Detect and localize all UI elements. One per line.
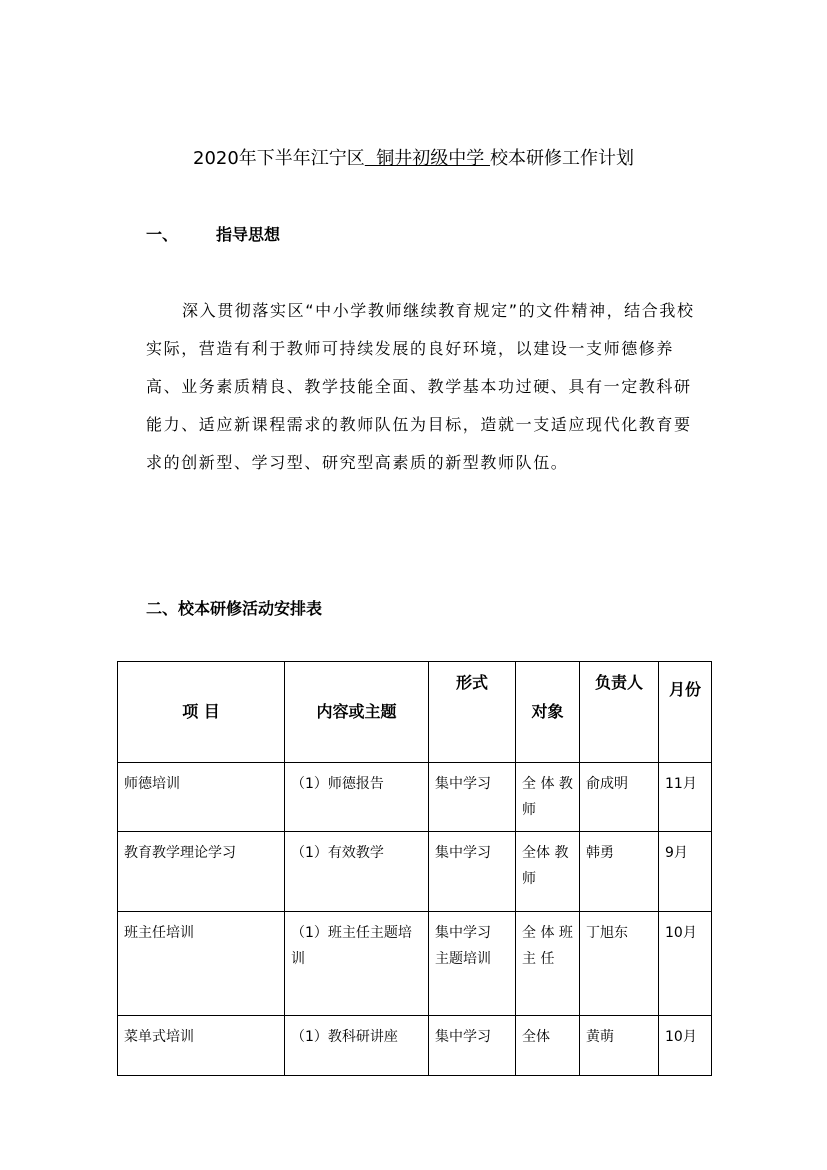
table-row (118, 832, 712, 912)
header-cell: 项 目 (118, 662, 285, 763)
header-cell: 对象 (516, 662, 580, 763)
table-cell: 集中学习 (429, 763, 516, 832)
table-cell: 11月 (659, 763, 712, 832)
table-row (118, 1016, 712, 1076)
table-cell: 韩勇 (580, 832, 659, 912)
document-title (0, 144, 827, 170)
section-1-number: 一、 (146, 225, 179, 244)
table-cell: 集中学习 主题培训 (429, 912, 516, 1016)
table-cell: 集中学习 (429, 832, 516, 912)
header-cell: 形式 (429, 662, 516, 763)
table-cell: 全 体 教师 (516, 763, 580, 832)
table-cell: 丁旭东 (580, 912, 659, 1016)
title-prefix: 2020年下半年江宁区 (193, 148, 365, 169)
school-name: 铜井初级中学 (364, 148, 490, 169)
header-cell: 月份 (659, 662, 712, 763)
table-cell: 9月 (659, 832, 712, 912)
table-cell: （1）班主任主题培训 (285, 912, 429, 1016)
table-cell: 全 体 班 主 任 (516, 912, 580, 1016)
table-cell: 菜单式培训 (118, 1016, 285, 1076)
schedule-table (117, 661, 712, 1076)
table-cell: 全体 (516, 1016, 580, 1076)
table-cell: 全体 教师 (516, 832, 580, 912)
table-cell: 教育教学理论学习 (118, 832, 285, 912)
title-suffix: 校本研修工作计划 (489, 148, 634, 169)
table-cell: （1）师德报告 (285, 763, 429, 832)
table-header-row (118, 662, 712, 763)
section-2-heading: 二、校本研修活动安排表 (146, 599, 323, 618)
guiding-paragraph: 深入贯彻落实区“中小学教师继续教育规定”的文件精神，结合我校实际，营造有利于教师可持续发展的良好环境，以建设一支师德修养高、业务素质精良、教学技能全面、教学基本功过硬、具有一定教科研能力、适应新课程需求的教师队伍为目标，造就一支适应现代化教育要求的创新型、学习型、研究型高素质的新型教师队伍。 (146, 301, 695, 472)
table-cell: 黄萌 (580, 1016, 659, 1076)
table-cell: 师德培训 (118, 763, 285, 832)
header-cell: 内容或主题 (285, 662, 429, 763)
table-cell: 集中学习 (429, 1016, 516, 1076)
table-cell: 俞成明 (580, 763, 659, 832)
section-1-heading: 指导思想 (216, 225, 281, 244)
header-cell: 负责人 (580, 662, 659, 763)
table-cell: （1）教科研讲座 (285, 1016, 429, 1076)
table-cell: 班主任培训 (118, 912, 285, 1016)
table-cell: （1）有效教学 (285, 832, 429, 912)
table-cell: 10月 (659, 1016, 712, 1076)
table-row (118, 912, 712, 1016)
table-cell: 10月 (659, 912, 712, 1016)
table-row (118, 763, 712, 832)
